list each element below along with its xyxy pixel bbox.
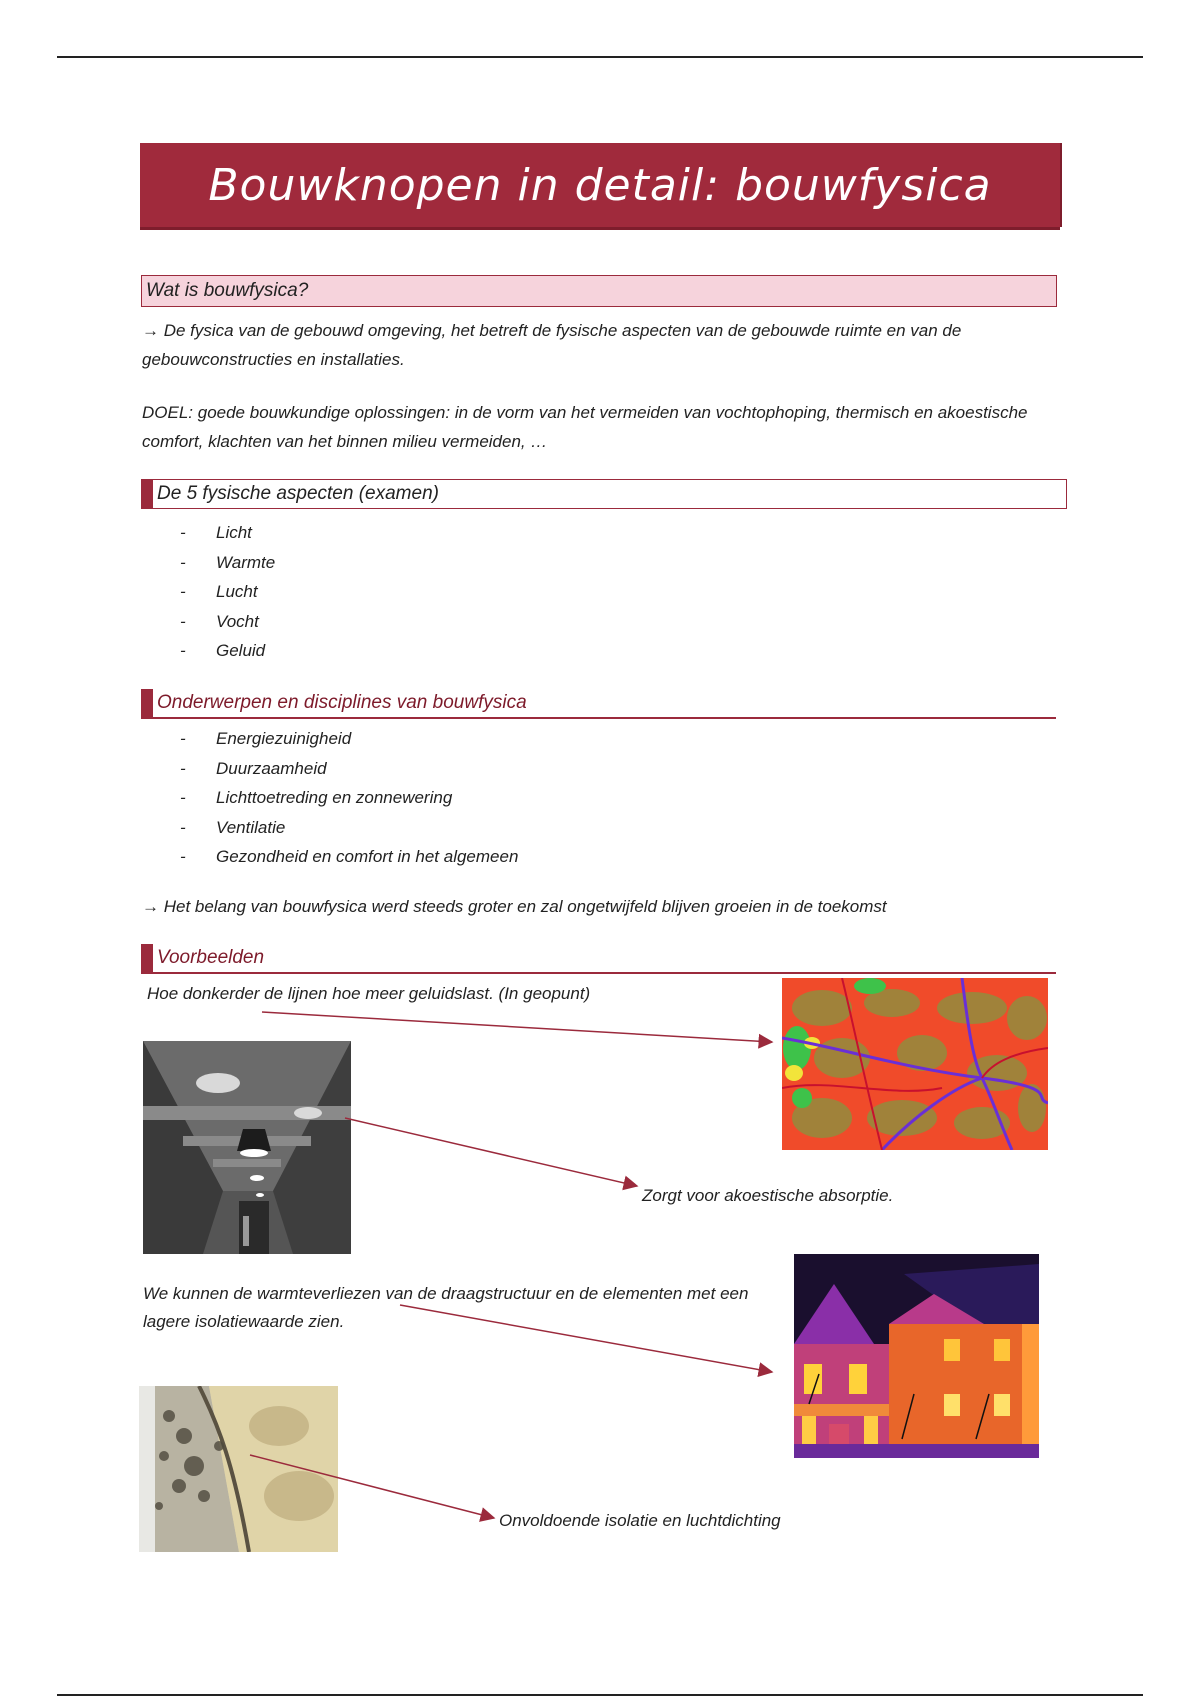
arrow-to-thermal-image — [400, 1305, 772, 1372]
heading-text: Onderwerpen en disciplines van bouwfysica — [157, 692, 527, 713]
list-item: - Lucht — [180, 582, 258, 601]
goal-paragraph: DOEL: goede bouwkundige oplossingen: in de vorm van het vermeiden van vochtophoping, thermisch en akoestische comfort, klachten van het binnen milieu vermeiden, … — [142, 403, 1028, 451]
list-item: - Geluid — [180, 641, 266, 660]
list-item: - Lichttoetreding en zonnewering — [180, 788, 453, 807]
list-item: - Vocht — [180, 611, 259, 631]
bottom-rule — [57, 1694, 1143, 1696]
importance-note: → Het belang van bouwfysica werd steeds groter en zal ongetwijfeld blijven groeien in de toekomst — [142, 897, 887, 916]
heading-text: De 5 fysische aspecten (examen) — [157, 483, 439, 504]
arrow-to-insulation-caption — [250, 1455, 494, 1518]
page-title: Bouwknopen in detail: bouwfysica — [208, 159, 992, 211]
caption-thermal: We kunnen de warmteverliezen van de draagstructuur en de elementen met een lagere isolatiewaarde zien. — [143, 1284, 749, 1331]
caption-insulation: Onvoldoende isolatie en luchtdichting — [499, 1511, 781, 1530]
definition-paragraph: → De fysica van de gebouwd omgeving, het betreft de fysische aspecten van de gebouwde ruimte en van de gebouwconstructies en installaties. — [142, 321, 962, 369]
arrow-to-acoustic-caption — [345, 1118, 637, 1186]
arrow-to-noise-map — [262, 1012, 772, 1042]
list-item: - Gezondheid en comfort in het algemeen — [180, 847, 519, 866]
list-item: - Licht — [180, 523, 252, 542]
list-item: - Ventilatie — [180, 817, 286, 837]
caption-acoustic: Zorgt voor akoestische absorptie. — [642, 1186, 894, 1205]
heading-text: Voorbeelden — [157, 947, 265, 968]
list-item: - Duurzaamheid — [180, 758, 327, 778]
caption-noise-map: Hoe donkerder de lijnen hoe meer geluidslast. (In geopunt) — [147, 984, 591, 1003]
heading-text: Wat is bouwfysica? — [146, 280, 309, 301]
list-item: - Warmte — [180, 552, 276, 572]
list-item: - Energiezuinigheid — [180, 729, 352, 748]
